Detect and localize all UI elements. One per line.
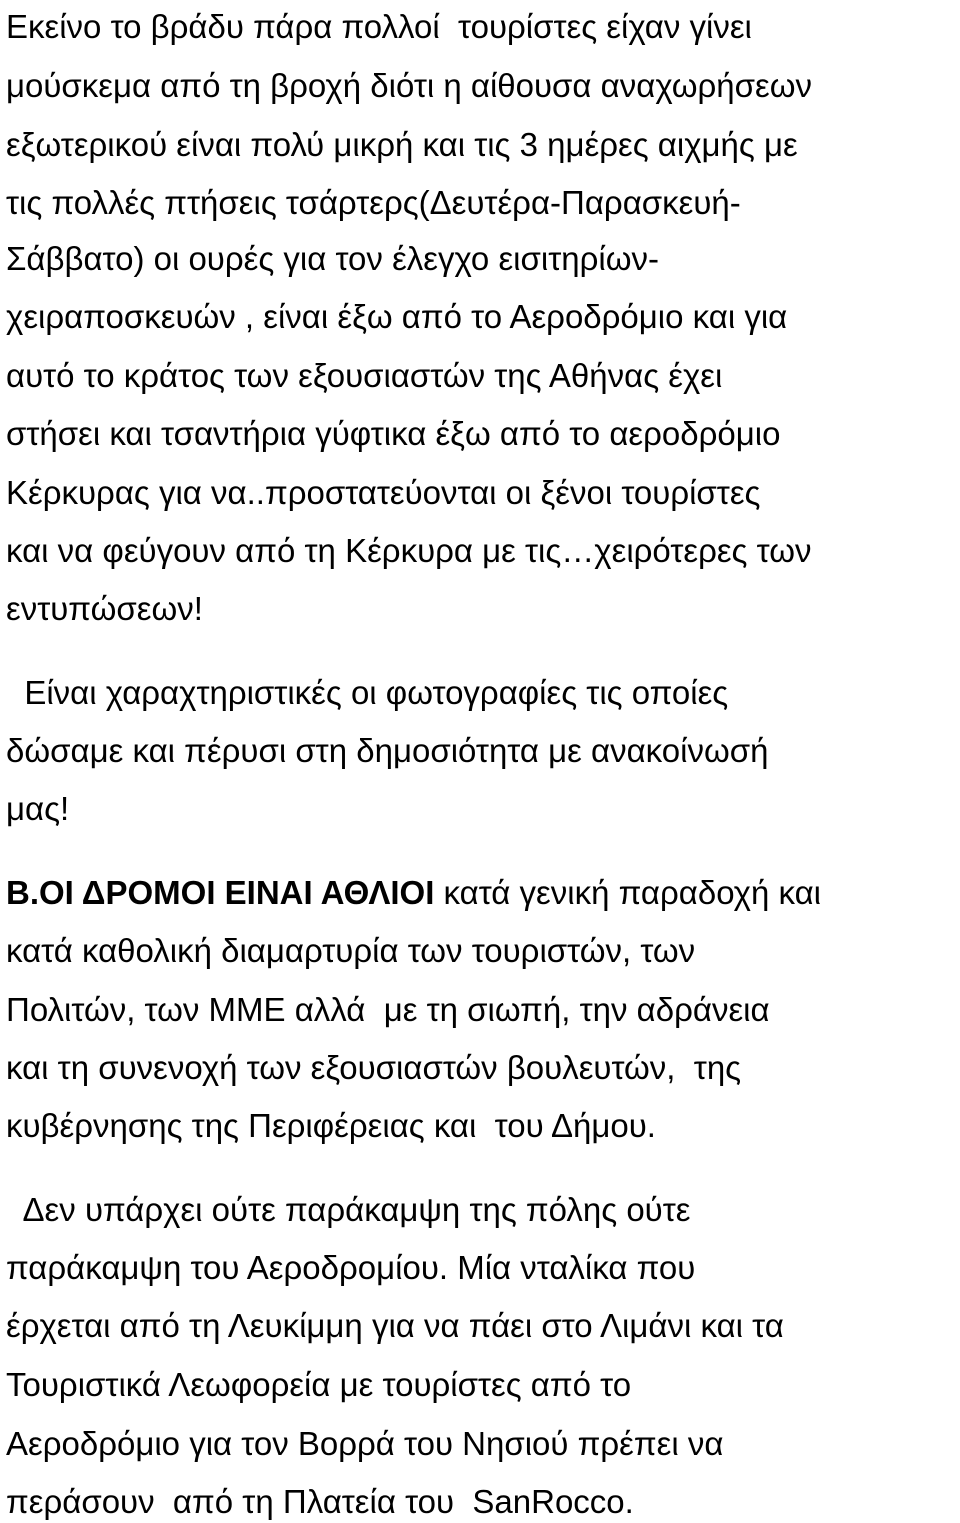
- paragraph-2-line-3: μας!: [6, 790, 70, 827]
- paragraph-1-line-10: και να φεύγουν από τη Κέρκυρα με τις…χειρότερες των: [6, 532, 812, 569]
- paragraph-2-line-2: δώσαμε και πέρυσι στη δημοσιότητα με ανακοίνωσή: [6, 732, 769, 769]
- paragraph-1-line-8: στήσει και τσαντήρια γύφτικα έξω από το αεροδρόμιο: [6, 415, 781, 452]
- paragraph-4-line-4: Τουριστικά Λεωφορεία με τουρίστες από το: [6, 1366, 632, 1403]
- paragraph-1-line-5: Σάββατο) οι ουρές για τον έλεγχο εισιτηρίων-: [6, 240, 659, 277]
- paragraph-1-line-9: Κέρκυρας για να..προστατεύονται οι ξένοι τουρίστες: [6, 474, 761, 511]
- paragraph-1-line-3: εξωτερικού είναι πολύ μικρή και τις 3 ημέρες αιχμής με: [6, 126, 798, 163]
- paragraph-3-line-4: και τη συνενοχή των εξουσιαστών βουλευτών, της: [6, 1049, 742, 1086]
- section-heading: Β.ΟΙ ΔΡΟΜΟΙ ΕΙΝΑΙ ΑΘΛΙΟΙ: [6, 874, 435, 911]
- paragraph-4-line-2: παράκαμψη του Αεροδρομίου. Μία νταλίκα που: [6, 1249, 696, 1286]
- paragraph-3-line-5: κυβέρνησης της Περιφέρειας και του Δήμου.: [6, 1107, 656, 1144]
- paragraph-1-line-2: μούσκεμα από τη βροχή διότι η αίθουσα αναχωρήσεων: [6, 67, 812, 104]
- paragraph-1-line-7: αυτό το κράτος των εξουσιαστών της Αθήνας έχει: [6, 357, 723, 394]
- paragraph-4-line-1: Δεν υπάρχει ούτε παράκαμψη της πόλης ούτε: [6, 1191, 691, 1228]
- paragraph-3-line-3: Πολιτών, των ΜΜΕ αλλά με τη σιωπή, την αδράνεια: [6, 991, 770, 1028]
- paragraph-3-line-2: κατά καθολική διαμαρτυρία των τουριστών, των: [6, 932, 696, 969]
- paragraph-1-line-4: τις πολλές πτήσεις τσάρτερς(Δευτέρα-Παρασκευή-: [6, 184, 741, 221]
- paragraph-1-line-11: εντυπώσεων!: [6, 590, 203, 627]
- paragraph-3-line-1-rest: κατά γενική παραδοχή και: [434, 874, 822, 911]
- paragraph-4-line-3: έρχεται από τη Λευκίμμη για να πάει στο Λιμάνι και τα: [6, 1307, 784, 1344]
- paragraph-4-line-5: Αεροδρόμιο για τον Βορρά του Νησιού πρέπει να: [6, 1425, 724, 1462]
- paragraph-1-line-6: χειραποσκευών , είναι έξω από το Αεροδρόμιο και για: [6, 298, 788, 335]
- paragraph-4-line-6: περάσουν από τη Πλατεία του SanRocco.: [6, 1483, 634, 1520]
- paragraph-3-line-1: [6, 876, 821, 909]
- paragraph-2-line-1: Είναι χαραχτηριστικές οι φωτογραφίες τις οποίες: [6, 674, 729, 711]
- paragraph-1-line-1: Εκείνο το βράδυ πάρα πολλοί τουρίστες είχαν γίνει: [6, 8, 752, 45]
